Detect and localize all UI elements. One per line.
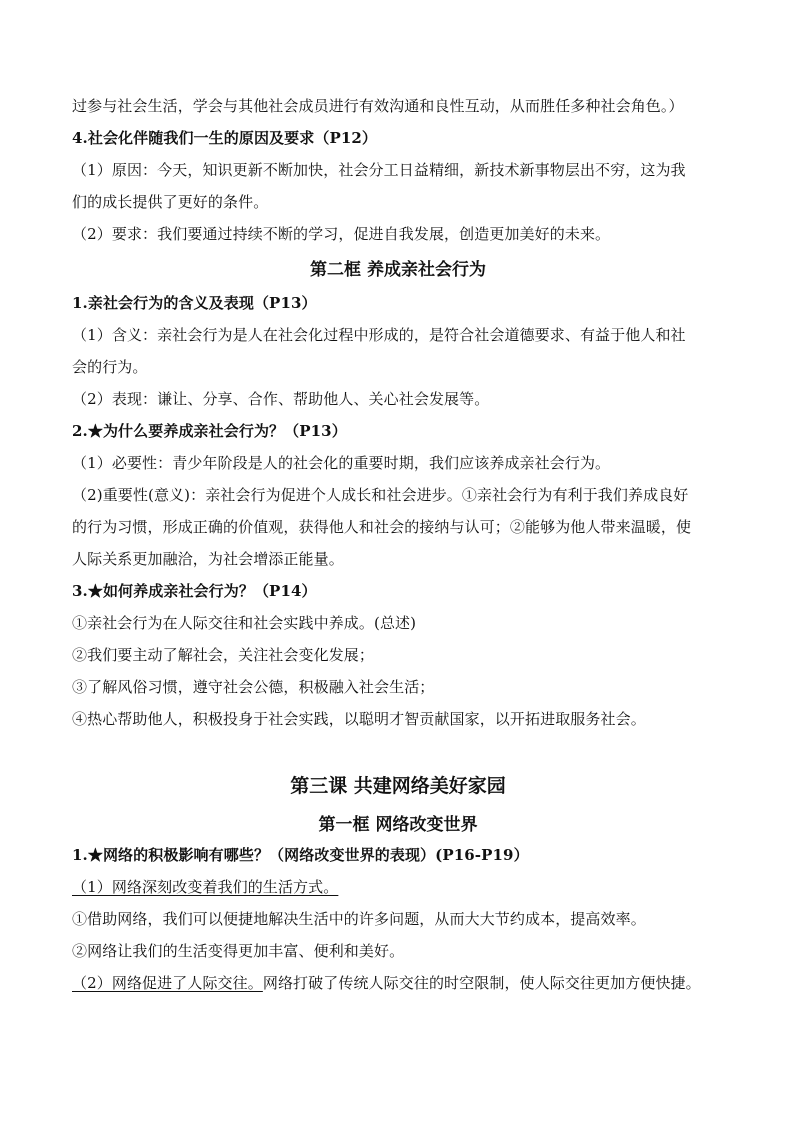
section-2-title: 2.★为什么要养成亲社会行为？（P13）	[72, 422, 347, 440]
q4-reason-line-1: （1）原因：今天，知识更新不断加快，社会分工日益精细，新技术新事物层出不穷，这为我	[72, 161, 686, 179]
n1-item-2: ②网络让我们的生活变得更加丰富、便利和美好。	[72, 942, 405, 960]
lesson-3-heading: 第三课 共建网络美好家园	[290, 775, 506, 797]
n1-heading-1	[72, 877, 724, 897]
s3-item-4: ④热心帮助他人，积极投身于社会实践，以聪明才智贡献国家，以开拓进取服务社会。	[72, 710, 646, 728]
network-section-1-title: 1.★网络的积极影响有哪些？（网络改变世界的表现）(P16-P19）	[72, 846, 529, 864]
n1-item-1: ①借助网络，我们可以便捷地解决生活中的许多问题，从而大大节约成本，提高效率。	[72, 910, 646, 928]
s1-manifestation: （2）表现：谦让、分享、合作、帮助他人、关心社会发展等。	[72, 390, 490, 408]
s2-importance-line-3: 人际关系更加融洽，为社会增添正能量。	[72, 550, 344, 568]
section-3-title: 3.★如何养成亲社会行为？（P14）	[72, 582, 317, 600]
s2-importance-line-2: 的行为习惯，形成正确的价值观，获得他人和社会的接纳与认可；②能够为他人带来温暖，使	[72, 518, 692, 536]
n1-heading-1-text: （1）网络深刻改变着我们的生活方式。	[72, 878, 339, 896]
s3-item-3: ③了解风俗习惯，遵守社会公德，积极融入社会生活；	[72, 678, 435, 696]
s2-importance-line-1: （2)重要性(意义)：亲社会行为促进个人成长和社会进步。①亲社会行为有利于我们养成良好	[72, 486, 689, 504]
s1-meaning-line-1: （1）含义：亲社会行为是人在社会化过程中形成的，是符合社会道德要求、有益于他人和社	[72, 326, 686, 344]
q4-reason-line-2: 们的成长提供了更好的条件。	[72, 193, 269, 211]
n1-heading-2-text: （2）网络促进了人际交往。	[72, 974, 263, 992]
frame-1-heading: 第一框 网络改变世界	[318, 815, 478, 835]
s3-item-2: ②我们要主动了解社会，关注社会变化发展；	[72, 646, 375, 664]
n1-heading-2	[72, 973, 724, 993]
paragraph-continuation: 过参与社会生活，学会与其他社会成员进行有效沟通和良性互动，从而胜任多种社会角色。）	[72, 97, 684, 115]
s3-item-1: ①亲社会行为在人际交往和社会实践中养成。(总述)	[72, 614, 417, 632]
n1-heading-2-rest: 网络打破了传统人际交往的时空限制，使人际交往更加方便快捷。	[262, 974, 701, 992]
section-1-title: 1.亲社会行为的含义及表现（P13）	[72, 294, 317, 312]
s1-meaning-line-2: 会的行为。	[72, 358, 148, 376]
s2-necessity: （1）必要性：青少年阶段是人的社会化的重要时期，我们应该养成亲社会行为。	[72, 454, 611, 472]
question-4-title: 4.社会化伴随我们一生的原因及要求（P12）	[72, 129, 378, 147]
frame-2-heading: 第二框 养成亲社会行为	[310, 260, 486, 280]
q4-requirement: （2）要求：我们要通过持续不断的学习，促进自我发展，创造更加美好的未来。	[72, 225, 611, 243]
document-page	[72, 96, 724, 993]
